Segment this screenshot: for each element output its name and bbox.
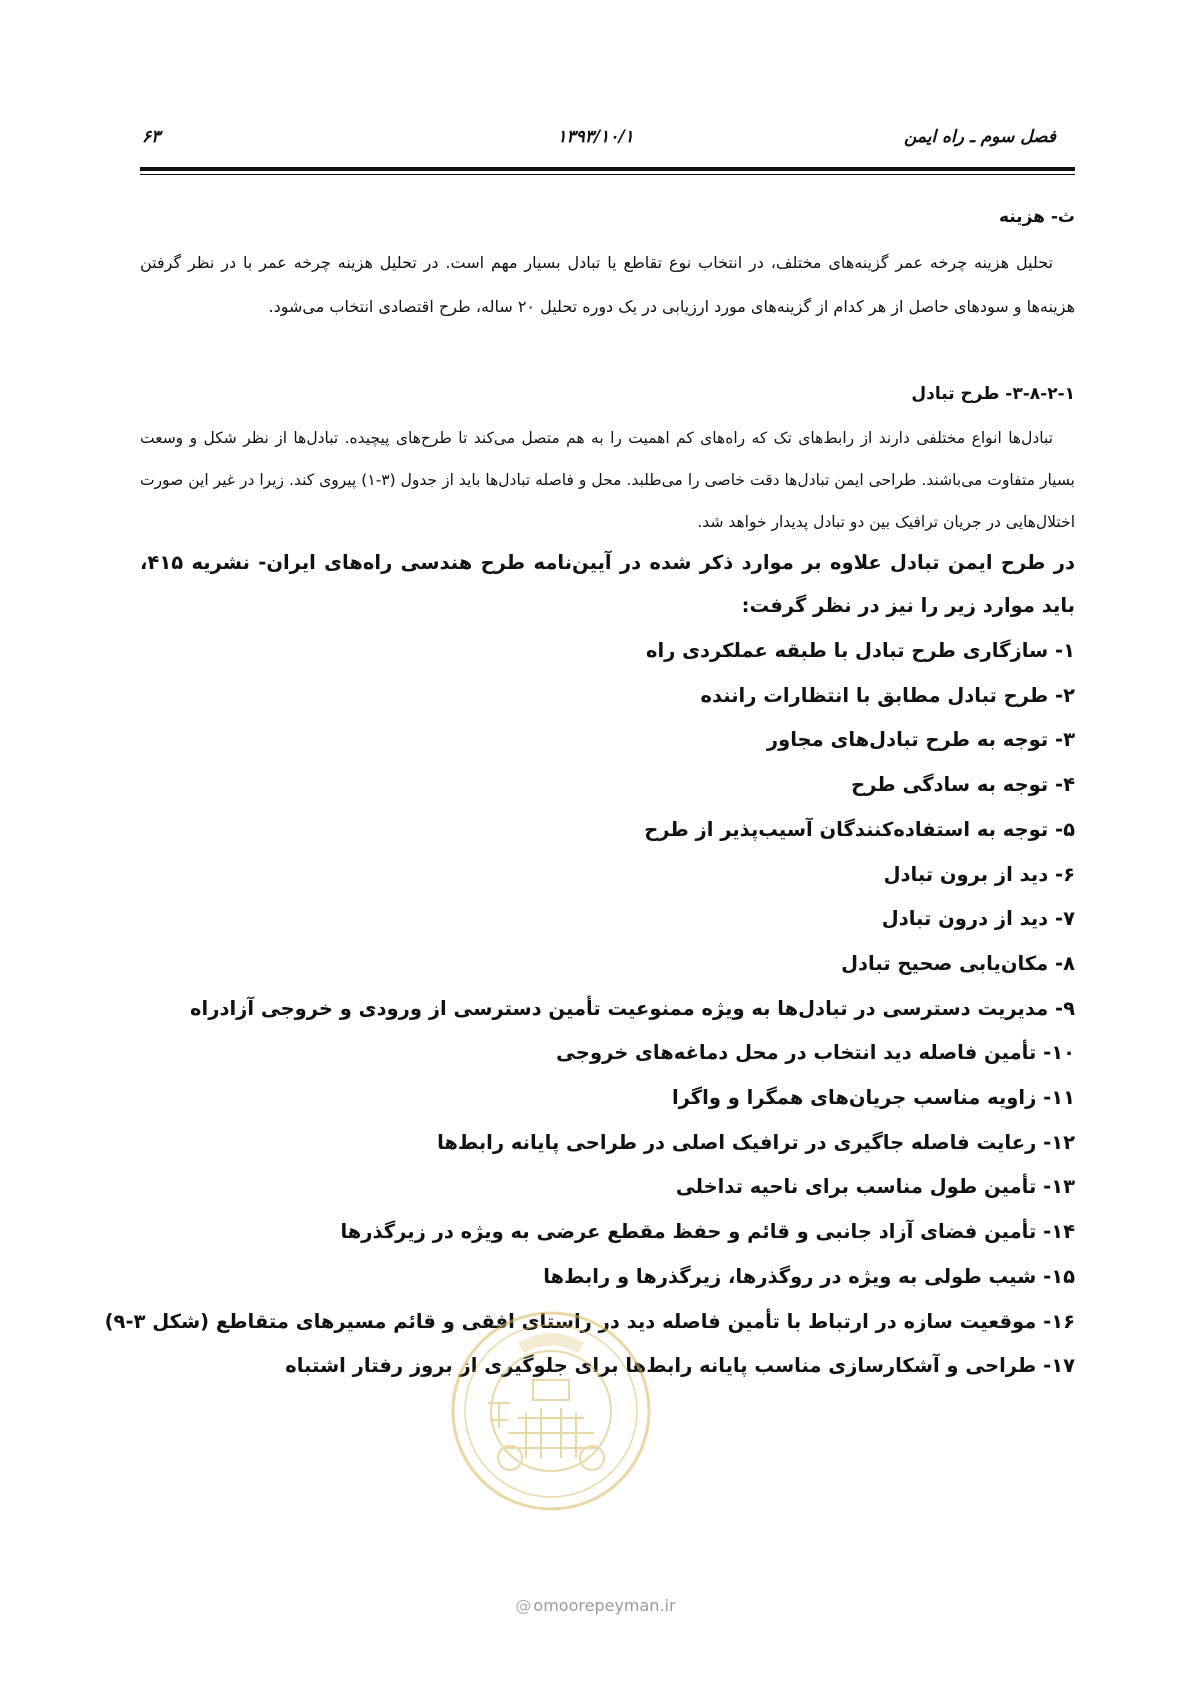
requirement-number: ۱۵ — [1051, 1264, 1075, 1288]
requirement-separator: - — [1036, 1264, 1052, 1288]
requirement-text: دید از برون تبادل — [883, 862, 1049, 886]
requirement-text: دید از درون تبادل — [881, 907, 1049, 931]
requirement-separator: - — [1036, 1175, 1052, 1199]
requirement-number: ۱۱ — [1051, 1086, 1075, 1110]
requirement-item — [140, 1255, 1075, 1300]
requirement-text: تأمین فاصله دید انتخاب در محل دماغه‌های خروجی — [556, 1041, 1037, 1065]
requirement-item — [140, 987, 1075, 1032]
requirement-text: زاویه مناسب جریان‌های همگرا و واگرا — [671, 1086, 1037, 1110]
requirement-item — [140, 808, 1075, 853]
requirement-separator: - — [1036, 1130, 1052, 1154]
requirement-separator: - — [1036, 1354, 1052, 1378]
requirement-text: مدیریت دسترسی در تبادل‌ها به ویژه ممنوعیت تأمین دسترسی از ورودی و خروجی آزادراه — [190, 996, 1049, 1020]
requirement-item — [140, 942, 1075, 987]
requirement-separator: - — [1048, 728, 1064, 752]
interchange-paragraph-block — [140, 417, 1075, 543]
requirement-number: ۱۶ — [1051, 1309, 1075, 1333]
requirement-number: ۷ — [1063, 907, 1075, 931]
requirement-item — [104, 1300, 1075, 1345]
requirements-intro-block — [140, 541, 1075, 627]
header-rule-thin — [140, 174, 1075, 175]
requirement-item — [140, 763, 1075, 808]
requirement-number: ۱۷ — [1051, 1354, 1075, 1378]
requirement-separator: - — [1048, 862, 1064, 886]
header-rule-thick — [140, 167, 1075, 171]
page-number: ۶۳ — [142, 127, 161, 147]
requirement-text: توجه به استفاده‌کنندگان آسیب‌پذیر از طرح — [644, 817, 1049, 841]
requirement-number: ۱۲ — [1051, 1130, 1075, 1154]
requirements-list — [104, 629, 1075, 1389]
requirement-number: ۵ — [1063, 817, 1075, 841]
requirement-text: تأمین طول مناسب برای ناحیه تداخلی — [675, 1175, 1037, 1199]
requirement-number: ۳ — [1063, 728, 1075, 752]
section-heading-interchange: ۳-۸-۲-۱- طرح تبادل — [911, 384, 1075, 404]
requirement-number: ۲ — [1063, 683, 1075, 707]
requirement-number: ۶ — [1063, 862, 1075, 886]
requirement-item — [140, 1344, 1075, 1389]
requirement-item — [140, 1076, 1075, 1121]
requirement-text: توجه به طرح تبادل‌های مجاور — [766, 728, 1049, 752]
requirement-text: رعایت فاصله جاگیری در ترافیک اصلی در طراحی پایانه رابط‌ها — [437, 1130, 1037, 1154]
requirement-item — [140, 674, 1075, 719]
requirement-item — [140, 629, 1075, 674]
requirement-separator: - — [1036, 1041, 1052, 1065]
requirement-item — [140, 897, 1075, 942]
requirement-separator: - — [1036, 1220, 1052, 1244]
requirement-text: موقعیت سازه در ارتباط با تأمین فاصله دید در راستای افقی و قائم مسیرهای متقاطع (شکل ۳-۹) — [104, 1309, 1037, 1333]
website-watermark: @ omoorepeyman.ir — [515, 1596, 676, 1615]
requirement-text: شیب طولی به ویژه در روگذرها، زیرگذرها و رابط‌ها — [543, 1264, 1037, 1288]
interchange-paragraph: تبادل‌ها انواع مختلفی دارند از رابط‌های تک که راه‌های کم اهمیت را به هم متصل می‌کند تا طرح‌های پیچیده. تبادل‌ها از نظر شکل و وسعت بسیار متفاوت می‌باشند. طراحی ایمن تبادل‌ها دقت خاصی را می‌طلبد. محل و فاصله تبادل‌ها باید از جدول (۳-۱) پیروی کند. زیرا در غیر این صورت اختلال‌هایی در جریان ترافیک بین دو تبادل پدیدار خواهد شد. — [140, 429, 1075, 531]
requirement-separator: - — [1036, 1309, 1052, 1333]
requirement-text: طراحی و آشکارسازی مناسب پایانه رابط‌ها برای جلوگیری از بروز رفتار اشتباه — [285, 1354, 1037, 1378]
requirement-number: ۱۳ — [1051, 1175, 1075, 1199]
requirement-item — [140, 1210, 1075, 1255]
requirement-item — [140, 1031, 1075, 1076]
requirement-text: طرح تبادل مطابق با انتظارات راننده — [700, 683, 1049, 707]
requirement-separator: - — [1048, 907, 1064, 931]
chapter-title: فصل سوم ـ راه ایمن — [903, 127, 1056, 147]
cost-paragraph: تحلیل هزینه چرخه عمر گزینه‌های مختلف، در انتخاب نوع تقاطع یا تبادل بسیار مهم است. در تحلیل هزینه چرخه عمر با در نظر گرفتن هزینه‌ها و سودهای حاصل از هر کدام از گزینه‌های مورد ارزیابی در یک دوره تحلیل ۲۰ ساله، طرح اقتصادی انتخاب می‌شود. — [140, 253, 1075, 316]
requirement-text: توجه به سادگی طرح — [851, 773, 1049, 797]
requirement-number: ۱۴ — [1051, 1220, 1075, 1244]
requirement-separator: - — [1048, 639, 1064, 662]
requirement-number: ۱۰ — [1051, 1041, 1075, 1065]
requirement-item — [140, 853, 1075, 898]
section-heading-cost: ث- هزینه — [998, 207, 1075, 227]
at-icon: @ — [515, 1596, 532, 1615]
requirement-item — [140, 718, 1075, 763]
requirement-item — [140, 1165, 1075, 1210]
requirement-separator: - — [1048, 773, 1064, 797]
requirement-text: تأمین فضای آزاد جانبی و قائم و حفظ مقطع عرضی به ویژه در زیرگذرها — [340, 1220, 1037, 1244]
requirement-number: ۹ — [1063, 996, 1075, 1020]
requirement-separator: - — [1036, 1086, 1052, 1110]
requirement-number: ۴ — [1063, 773, 1075, 797]
requirement-text: سازگاری طرح تبادل با طبقه عملکردی راه — [645, 639, 1049, 662]
requirement-separator: - — [1048, 817, 1064, 841]
requirements-intro: در طرح ایمن تبادل علاوه بر موارد ذکر شده در آیین‌نامه طرح هندسی راه‌های ایران- نشریه ۴۱۵، باید موارد زیر را نیز در نظر گرفت: — [140, 551, 1075, 617]
requirement-item — [140, 1121, 1075, 1166]
requirement-number: ۱ — [1063, 639, 1075, 662]
header-date: ۱۳۹۳/۱۰/۱ — [557, 127, 634, 147]
cost-paragraph-block — [140, 241, 1075, 329]
requirement-separator: - — [1048, 951, 1064, 975]
requirement-separator: - — [1048, 996, 1064, 1020]
requirement-text: مکان‌یابی صحیح تبادل — [841, 951, 1049, 975]
requirement-number: ۸ — [1063, 951, 1075, 975]
requirement-separator: - — [1048, 683, 1064, 707]
requirements-list-block — [104, 629, 1075, 1389]
